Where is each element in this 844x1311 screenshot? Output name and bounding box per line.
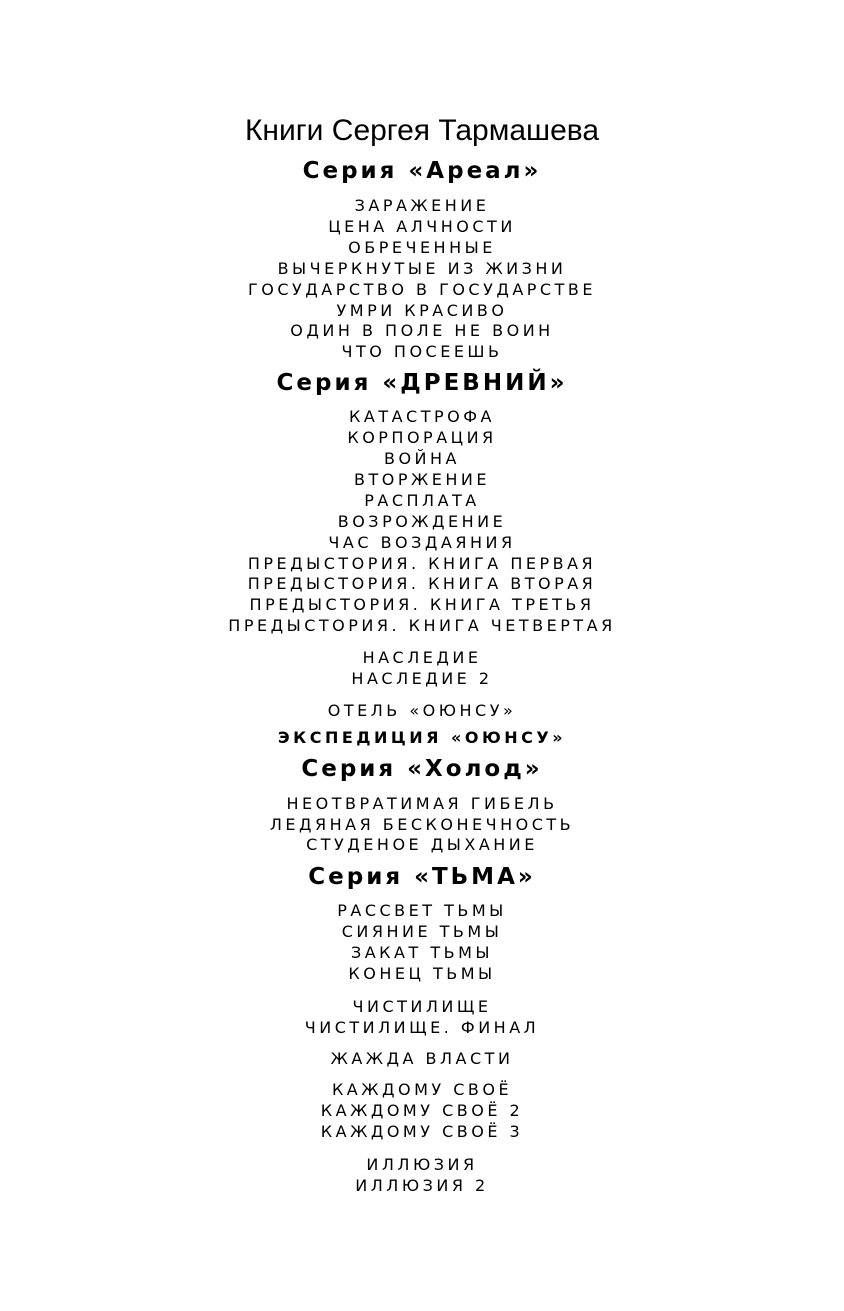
series-heading-drevniy: Серия «ДРЕВНИЙ» (276, 370, 568, 396)
book-title: НАСЛЕДИЕ 2 (351, 669, 493, 688)
book-title: ЖАЖДА ВЛАСТИ (330, 1049, 514, 1068)
book-title: ВОЗРОЖДЕНИЕ (337, 512, 507, 531)
book-title: ПРЕДЫСТОРИЯ. КНИГА ВТОРАЯ (247, 574, 597, 593)
book-title: ОТЕЛЬ «ОЮНСУ» (327, 701, 517, 720)
book-title: ОДИН В ПОЛЕ НЕ ВОИН (290, 321, 554, 340)
book-title: ЦЕНА АЛЧНОСТИ (328, 217, 516, 236)
book-title: КОНЕЦ ТЬМЫ (348, 964, 496, 983)
series-heading-tma: Серия «ТЬМА» (308, 864, 536, 890)
book-title-bold: ЭКСПЕДИЦИЯ «ОЮНСУ» (277, 728, 567, 747)
book-title: ВТОРЖЕНИЕ (354, 470, 490, 489)
book-title: ВОЙНА (383, 449, 460, 468)
book-title: ЗАКАТ ТЬМЫ (350, 943, 494, 962)
book-title: НАСЛЕДИЕ (362, 648, 482, 667)
book-title: СТУДЕНОЕ ДЫХАНИЕ (306, 835, 538, 854)
book-title: ЛЕДЯНАЯ БЕСКОНЕЧНОСТЬ (269, 815, 575, 834)
book-title: СИЯНИЕ ТЬМЫ (341, 922, 503, 941)
book-title: ВЫЧЕРКНУТЫЕ ИЗ ЖИЗНИ (277, 259, 567, 278)
book-title: ПРЕДЫСТОРИЯ. КНИГА ТРЕТЬЯ (249, 595, 595, 614)
book-title: ОБРЕЧЕННЫЕ (348, 238, 496, 257)
book-title: КОРПОРАЦИЯ (347, 428, 497, 447)
book-title: УМРИ КРАСИВО (336, 301, 508, 320)
book-title: КАЖДОМУ СВОЁ (331, 1080, 513, 1099)
book-title: ЧАС ВОЗДАЯНИЯ (328, 533, 516, 552)
book-title: ЧИСТИЛИЩЕ. ФИНАЛ (304, 1018, 540, 1037)
series-heading-areal: Серия «Ареал» (302, 158, 542, 184)
page-title: Книги Сергея Тармашева (244, 114, 600, 147)
book-title: КАТАСТРОФА (349, 407, 495, 426)
series-heading-kholod: Серия «Холод» (301, 756, 543, 782)
book-title: ЗАРАЖЕНИЕ (354, 196, 490, 215)
book-title: ИЛЛЮЗИЯ (366, 1155, 478, 1174)
book-title: КАЖДОМУ СВОЁ 2 (320, 1101, 524, 1120)
book-title: ГОСУДАРСТВО В ГОСУДАРСТВЕ (248, 280, 596, 299)
book-title: ПРЕДЫСТОРИЯ. КНИГА ПЕРВАЯ (247, 554, 597, 573)
book-title: ЧТО ПОСЕЕШЬ (341, 342, 503, 361)
book-title: ЧИСТИЛИЩЕ (352, 997, 492, 1016)
book-title: ПРЕДЫСТОРИЯ. КНИГА ЧЕТВЕРТАЯ (228, 616, 616, 635)
book-title: НЕОТВРАТИМАЯ ГИБЕЛЬ (286, 794, 558, 813)
book-title: РАСПЛАТА (364, 491, 480, 510)
book-title: РАССВЕТ ТЬМЫ (337, 901, 507, 920)
book-title: ИЛЛЮЗИЯ 2 (355, 1176, 489, 1195)
book-title: КАЖДОМУ СВОЁ 3 (320, 1122, 524, 1141)
